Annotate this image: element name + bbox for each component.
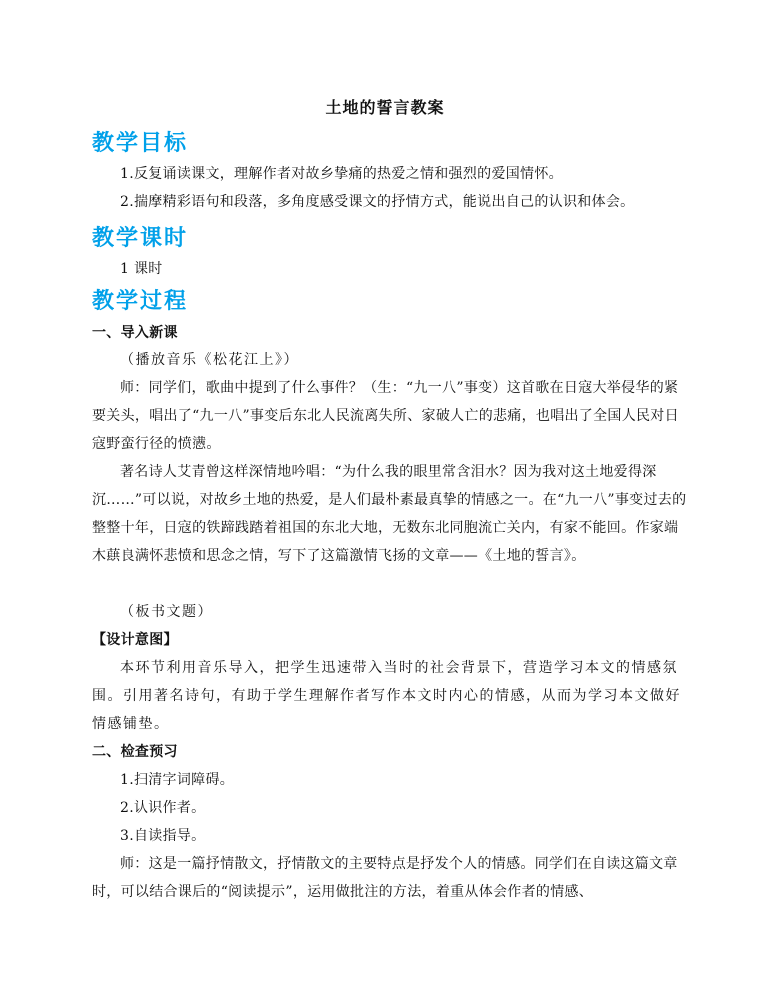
preview-item-3: 3.自读指导。 bbox=[120, 828, 206, 844]
goal-item-1: 1.反复诵读课文，理解作者对故乡挚痛的热爱之情和强烈的爱国情怀。 bbox=[120, 166, 563, 182]
heading-process: 教学过程 bbox=[92, 289, 189, 314]
music-note: （播放音乐《松花江上》） bbox=[120, 352, 299, 368]
hours-text: 1 课时 bbox=[120, 261, 163, 277]
paragraph-2: 著名诗人艾青曾这样深情地吟唱：“为什么我的眼里常含泪水？因为我对这土地爱得深沉……”可以说，对故乡土地的热爱，是人们最朴素最真挚的情感之一。在“九一八”事变过去的整整十年，日寇的铁蹄践踏着祖国的东北大地，无数东北同胞流亡关内，有家不能回。作家端木蕻良满怀悲愤和思念之情，写下了这篇激情飞扬的文章——《土地的誓言》。 bbox=[92, 464, 687, 564]
part2-title: 二、检查预习 bbox=[92, 744, 178, 760]
preview-item-1: 1.扫清字词障碍。 bbox=[120, 772, 235, 788]
goal-item-2: 2.揣摩精彩语句和段落，多角度感受课文的抒情方式，能说出自己的认识和体会。 bbox=[120, 194, 635, 210]
board-note: （板书文题） bbox=[120, 604, 213, 620]
paragraph-1: 师：同学们，歌曲中提到了什么事件？（生：“九一八”事变）这首歌在日寇大举侵华的紧要关头，唱出了“九一八”事变后东北人民流离失所、家破人亡的悲痛，也唱出了全国人民对日寇野蛮行径的愤懑。 bbox=[92, 380, 679, 452]
design-intent-title: 【设计意图】 bbox=[92, 632, 178, 648]
preview-item-2: 2.认识作者。 bbox=[120, 800, 206, 816]
heading-hours: 教学课时 bbox=[92, 226, 189, 251]
document-title: 土地的誓言教案 bbox=[325, 98, 445, 117]
heading-goals: 教学目标 bbox=[92, 131, 189, 156]
paragraph-3: 师：这是一篇抒情散文，抒情散文的主要特点是抒发个人的情感。同学们在自读这篇文章时，可以结合课后的“阅读提示”，运用做批注的方法，着重从体会作者的情感、 bbox=[92, 856, 678, 900]
part1-title: 一、导入新课 bbox=[92, 325, 178, 341]
design-intent-paragraph: 本环节利用音乐导入，把学生迅速带入当时的社会背景下，营造学习本文的情感氛围。引用著名诗句，有助于学生理解作者写作本文时内心的情感，从而为学习本文做好情感铺垫。 bbox=[92, 660, 681, 732]
